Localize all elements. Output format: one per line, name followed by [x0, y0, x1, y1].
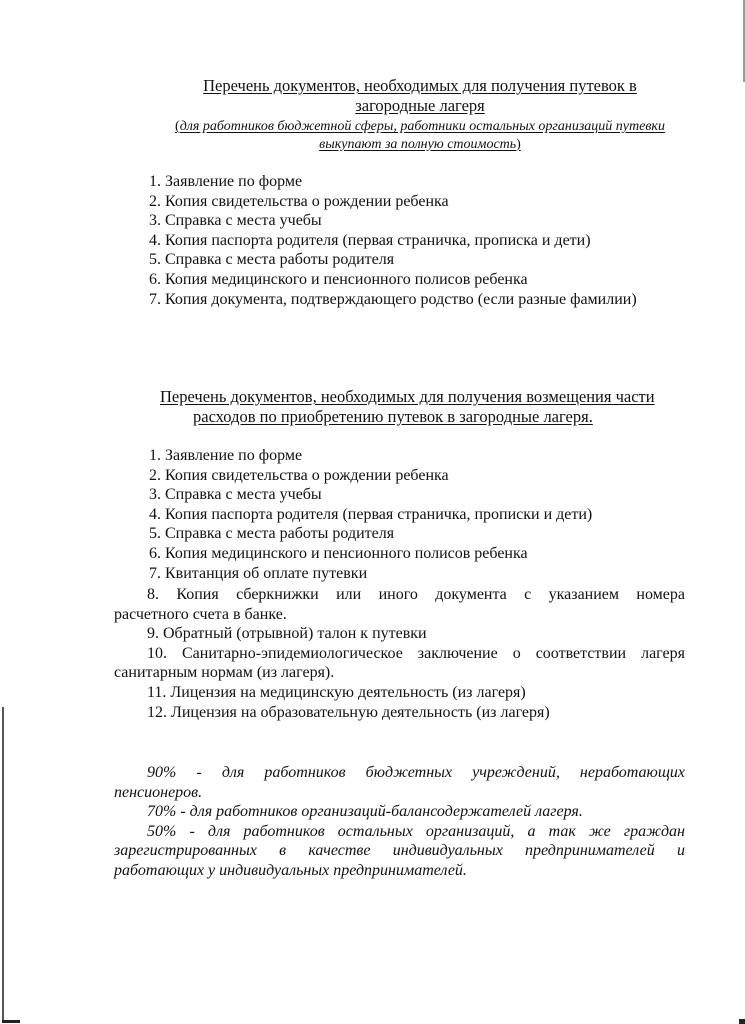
close-paren: ): [516, 137, 521, 152]
list-item: 1. Заявление по форме: [149, 447, 303, 464]
list-item: 4. Копия паспорта родителя (первая страничка, прописки и дети): [149, 505, 593, 523]
list-item: 2. Копия свидетельства о рождении ребенка: [149, 466, 449, 484]
list-item-12: 12. Лицензия на образовательную деятельность (из лагеря): [147, 703, 550, 721]
scan-corner-right: [739, 1019, 745, 1024]
section1-subtitle: [130, 118, 710, 154]
section2-list: [149, 446, 592, 583]
list-item: 4. Копия паспорта родителя (первая страничка, прописка и дети): [149, 231, 591, 249]
list-item: 5. Справка с места работы родителя: [149, 525, 395, 543]
list-item-8-line1: 8. Копия сберкнижки или иного документа с указанием номера: [147, 586, 685, 603]
scan-edge-left: [2, 707, 4, 1022]
percent-90-line1: 90% - для работников бюджетных учреждений, неработающих: [147, 764, 685, 781]
list-item-8-line2: расчетного счета в банке.: [114, 605, 287, 623]
section1-subtitle-line2: [130, 136, 710, 154]
list-item: 2. Копия свидетельства о рождении ребенка: [149, 192, 449, 210]
section2-title-line2: расходов по приобретению путевок в загородные лагеря.: [193, 407, 593, 426]
subtitle-text-1: для работников бюджетной сферы, работники остальных организаций путевки: [179, 119, 665, 134]
percent-90-line2: пенсионеров.: [114, 783, 203, 801]
section1-subtitle-line1: [130, 118, 710, 136]
percent-70: 70% - для работников организаций-балансодержателей лагеря.: [147, 803, 583, 821]
section1-title-line2: загородные лагеря: [355, 96, 485, 115]
list-item: 7. Квитанция об оплате путевки: [149, 564, 368, 582]
list-item: 1. Заявление по форме: [149, 173, 303, 190]
list-item-10-line1: 10. Санитарно-эпидемиологическое заключение о соответствии лагеря: [147, 644, 685, 662]
section1-title-line1: Перечень документов, необходимых для получения путевок в: [203, 76, 637, 95]
percentages-block: [114, 763, 685, 881]
section1-list: [149, 172, 637, 309]
list-item: 7. Копия документа, подтверждающего родство (если разные фамилии): [149, 290, 637, 308]
list-item-10-line2: санитарным нормам (из лагеря).: [114, 664, 335, 682]
list-item-9: 9. Обратный (отрывной) талон к путевки: [147, 625, 427, 643]
percent-50-line2: зарегистрированных в качестве индивидуальных предпринимателей и: [114, 842, 685, 860]
list-item: 5. Справка с места работы родителя: [149, 251, 395, 269]
section2-title-line1: Перечень документов, необходимых для получения возмещения части: [160, 387, 655, 406]
section1-title: [150, 76, 690, 116]
subtitle-text-2: выкупают за полную стоимость: [319, 137, 517, 152]
percent-50-line3: работающих у индивидуальных предпринимателей.: [114, 861, 467, 879]
scan-corner-left: [2, 1020, 20, 1023]
list-item: 3. Справка с места учебы: [149, 212, 322, 230]
open-paren: (: [175, 119, 180, 134]
section2-list-continued: [114, 585, 685, 722]
section2-title: [150, 387, 690, 427]
list-item-11: 11. Лицензия на медицинскую деятельность (из лагеря): [147, 683, 526, 701]
list-item: 6. Копия медицинского и пенсионного полисов ребенка: [149, 270, 528, 288]
percent-50-line1: 50% - для работников остальных организаций, а так же граждан: [147, 822, 685, 840]
list-item: 3. Справка с места учебы: [149, 486, 322, 504]
list-item: 6. Копия медицинского и пенсионного полисов ребенка: [149, 544, 528, 562]
